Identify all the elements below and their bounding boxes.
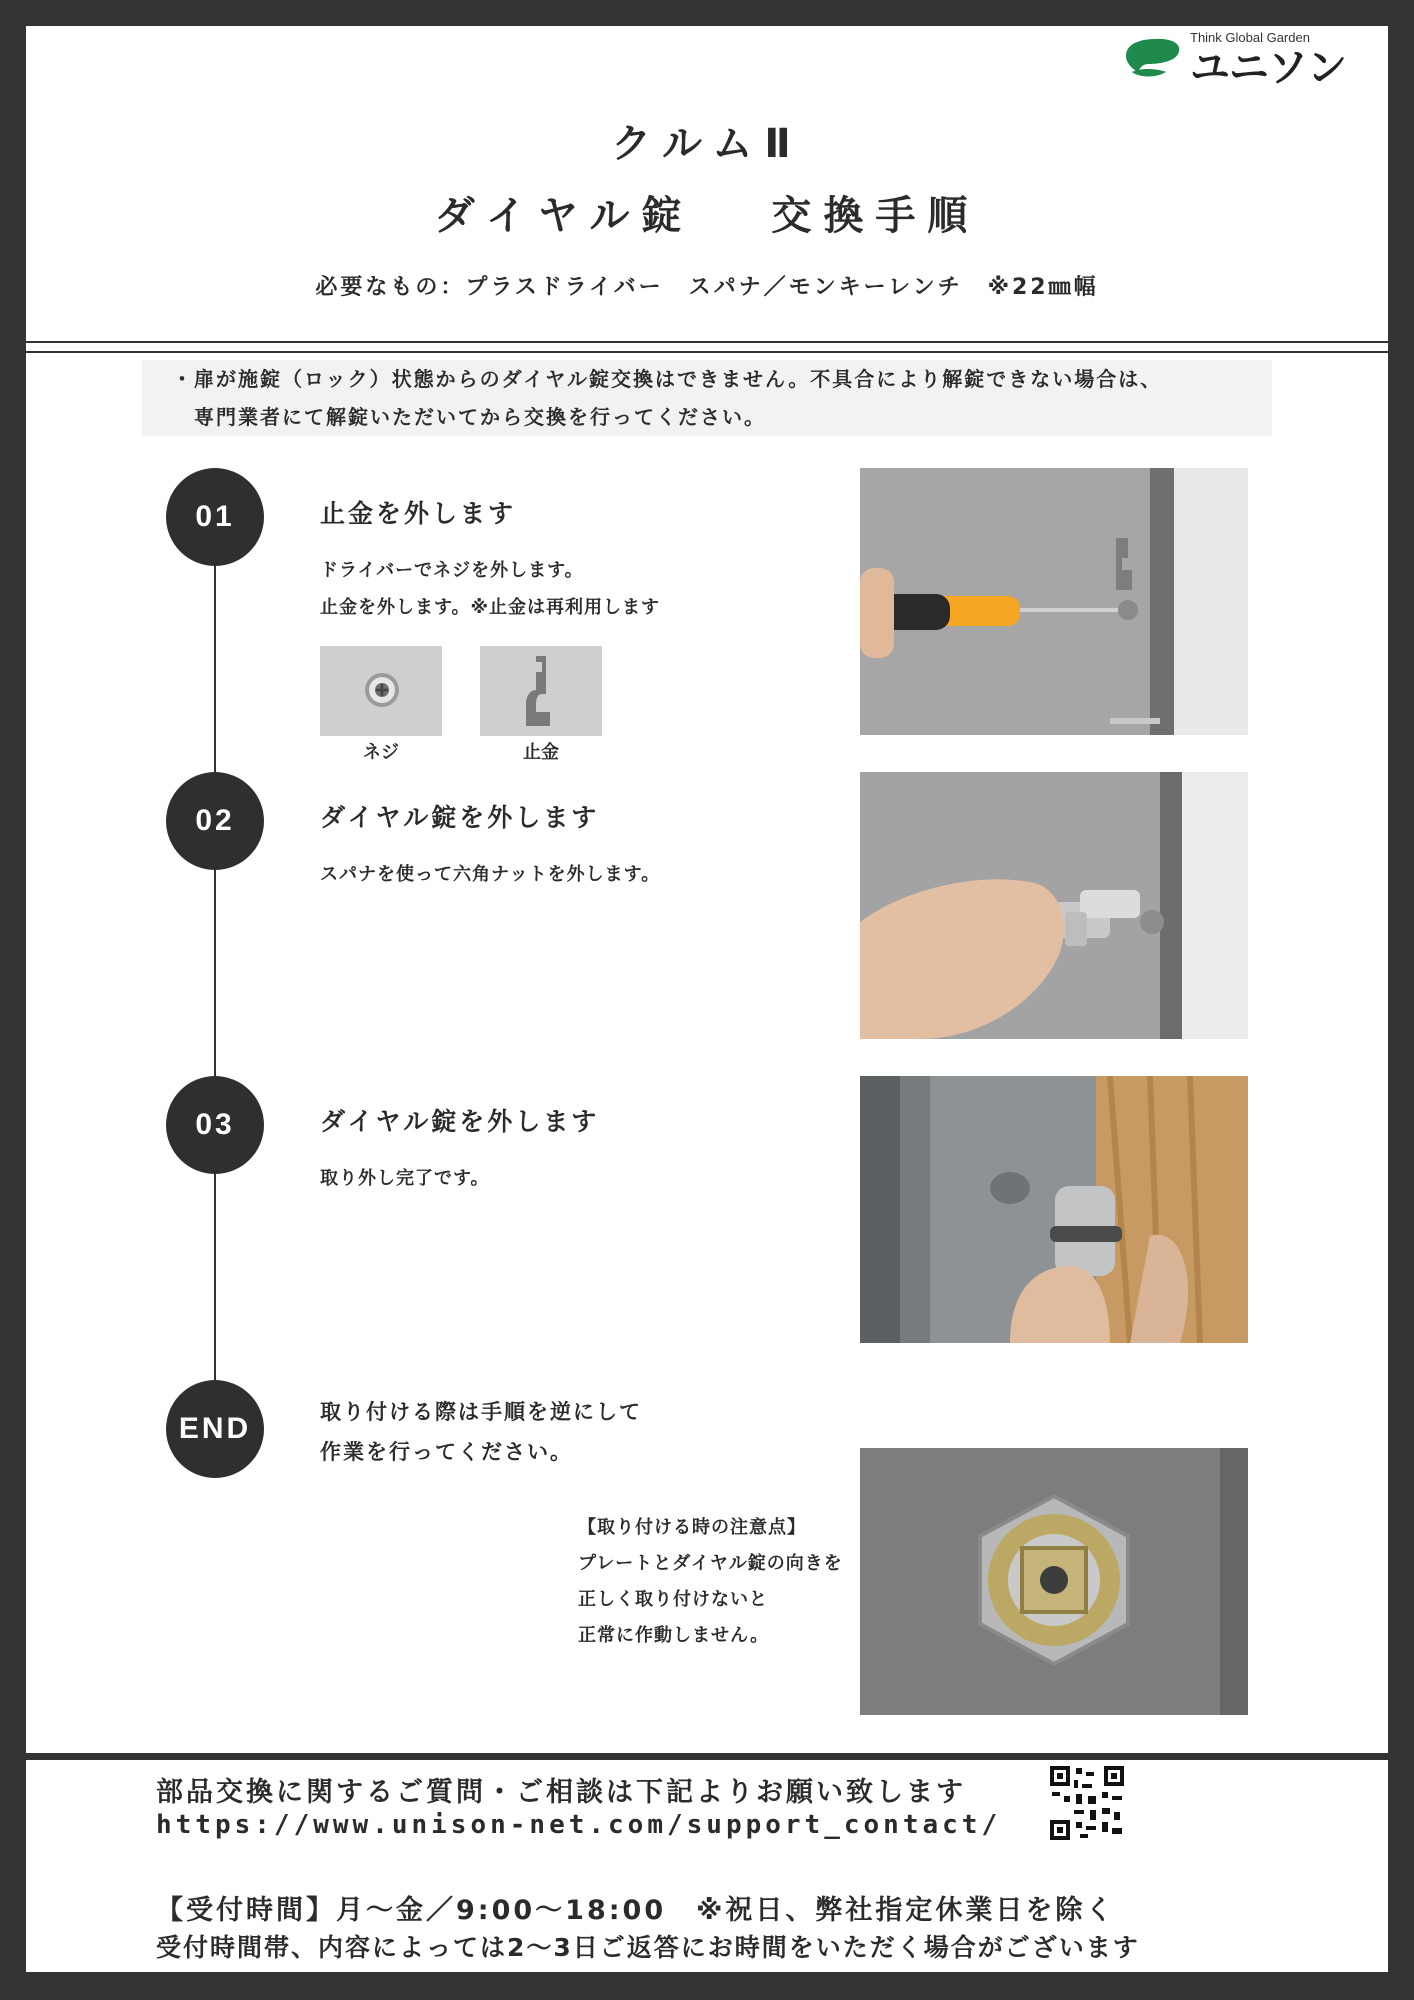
step-title-01: 止金を外します bbox=[320, 499, 517, 528]
notice-line: ・扉が施錠（ロック）状態からのダイヤル錠交換はできません。不具合により解錠できない場合は、 bbox=[172, 367, 1163, 391]
brand-name: ユニソン bbox=[1190, 45, 1346, 91]
step-badge-02: 02 bbox=[166, 772, 264, 870]
step-desc-01: ドライバーでネジを外します。 止金を外します。※止金は再利用します bbox=[320, 560, 661, 618]
contact-footer bbox=[26, 1760, 1388, 1972]
divider bbox=[26, 341, 1388, 343]
step-desc-03: 取り外し完了です。 bbox=[320, 1168, 490, 1189]
divider bbox=[26, 351, 1388, 353]
caution-note: 【取り付ける時の注意点】 プレートとダイヤル錠の向きを 正しく取り付けないと 正常に作動しません。 bbox=[578, 1510, 843, 1654]
response-note: 受付時間帯、内容によっては2～3日ご返答にお時間をいただく場合がございます bbox=[156, 1933, 1140, 1962]
step-desc-02: スパナを使って六角ナットを外します。 bbox=[320, 864, 661, 885]
product-name: クルムⅡ bbox=[611, 121, 803, 167]
part-label: 止金 bbox=[523, 742, 559, 763]
leaf-logo-icon bbox=[1122, 34, 1182, 82]
brand-logo[interactable] bbox=[1122, 28, 1382, 90]
step-badge-01: 01 bbox=[166, 468, 264, 566]
qr-code-icon[interactable] bbox=[1050, 1766, 1124, 1840]
step-title-02: ダイヤル錠を外します bbox=[320, 803, 600, 832]
caution-photo bbox=[860, 1448, 1248, 1715]
contact-url-link[interactable]: https://www.unison-net.com/support_contact/ bbox=[156, 1810, 1002, 1840]
business-hours: 【受付時間】月～金／9:00～18:00 ※祝日、弊社指定休業日を除く bbox=[156, 1895, 1116, 1926]
required-tools: 必要なもの：プラスドライバー スパナ／モンキーレンチ ※22㎜幅 bbox=[315, 275, 1099, 300]
step-badge-end: END bbox=[166, 1380, 264, 1478]
lock-nut-photo bbox=[860, 1448, 1248, 1715]
step-title-03: ダイヤル錠を外します bbox=[320, 1107, 600, 1136]
caution-title: 【取り付ける時の注意点】 bbox=[578, 1517, 806, 1538]
notice-line: 専門業者にて解錠いただいてから交換を行ってください。 bbox=[194, 405, 766, 429]
contact-text: 部品交換に関するご質問・ご相談は下記よりお願い致します bbox=[156, 1777, 966, 1808]
brand-tagline: Think Global Garden bbox=[1190, 30, 1310, 45]
wrench-photo bbox=[860, 772, 1248, 1039]
part-label: ネジ bbox=[363, 742, 399, 763]
part-screw bbox=[320, 646, 442, 764]
end-text: 取り付ける際は手順を逆にして 作業を行ってください。 bbox=[320, 1400, 642, 1464]
removed-lock-photo bbox=[860, 1076, 1248, 1343]
stopper-bracket-icon bbox=[480, 646, 602, 736]
page-title: ダイヤル錠 交換手順 bbox=[434, 193, 980, 239]
part-stopper bbox=[480, 646, 602, 764]
notice-box bbox=[142, 360, 1272, 436]
timeline-line bbox=[214, 516, 216, 1446]
screw-icon bbox=[320, 646, 442, 736]
step-photo-03 bbox=[860, 1076, 1248, 1343]
instruction-sheet bbox=[26, 26, 1388, 1753]
step-photo-01 bbox=[860, 468, 1248, 735]
screwdriver-photo bbox=[860, 468, 1248, 735]
stopper-image bbox=[480, 646, 602, 736]
step-photo-02 bbox=[860, 772, 1248, 1039]
screw-image bbox=[320, 646, 442, 736]
step-badge-03: 03 bbox=[166, 1076, 264, 1174]
